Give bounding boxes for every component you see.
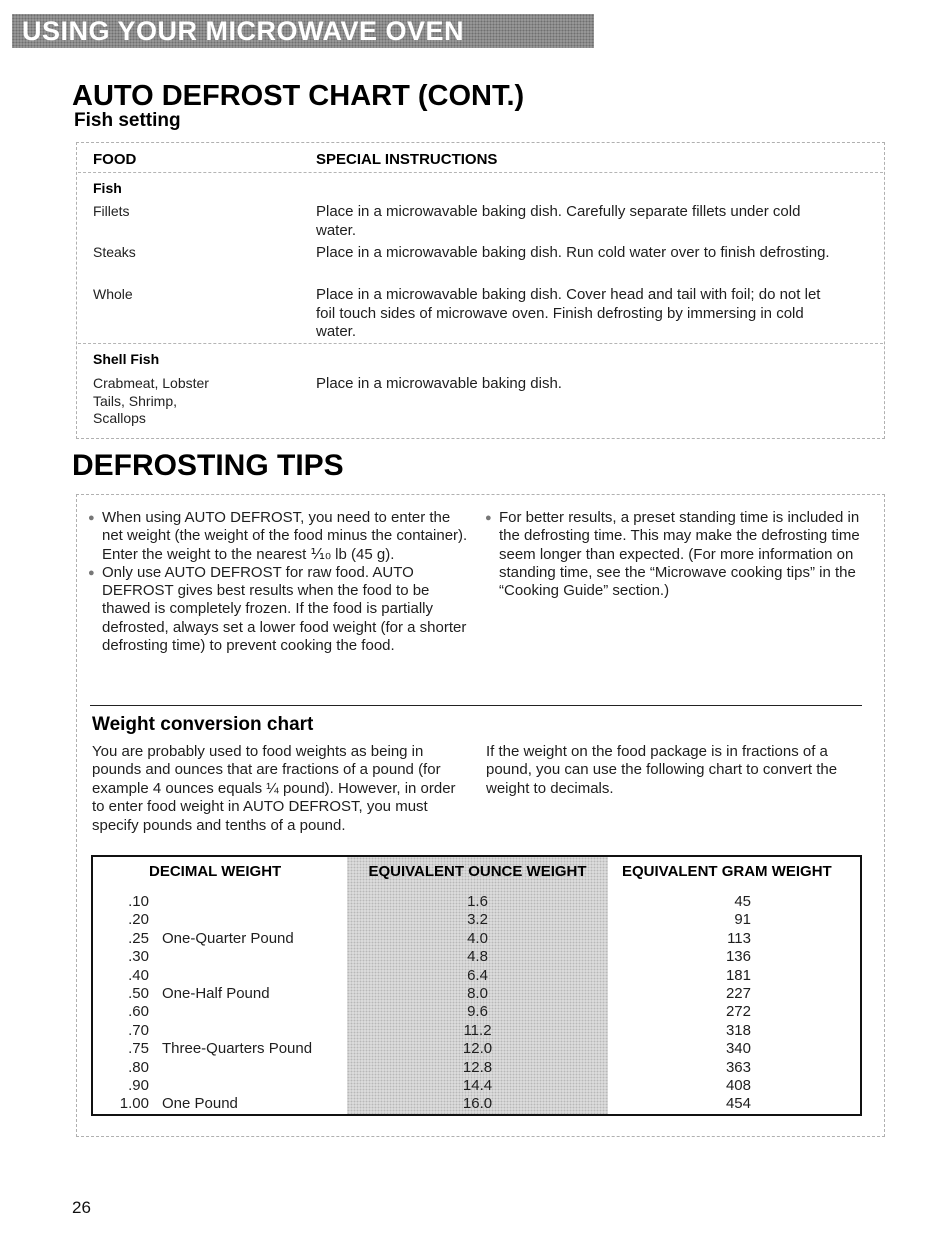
- instructions-fillets: Place in a microwavable baking dish. Carefully separate fillets under cold water.: [316, 203, 801, 239]
- tip-item: ● For better results, a preset standing time is included in the defrosting time. This may make the defrosting time seem longer than expected. (For more information on standing time, see the “Microwave cooking tips” in the “Cooking Guide” section.): [485, 509, 860, 600]
- food-column-header: FOOD: [93, 151, 137, 168]
- weight-conversion-para-left: You are probably used to food weights as being in pounds and ounces that are fractions of a pound (for example 4 ounces equals ¼ pound). However, in order to enter food weight in AUTO DEFROST, you must specify pounds and tenths of a pound.: [92, 743, 456, 834]
- ounce-cell: 4.0: [467, 929, 488, 947]
- fish-setting-subtitle: Fish setting: [74, 110, 181, 131]
- gram-cell: 136: [725, 948, 751, 966]
- ounce-cell: 12.0: [462, 1040, 493, 1058]
- decimal-cell: .90: [128, 1076, 149, 1094]
- food-shellfish: Crabmeat, Lobster Tails, Shrimp, Scallops: [93, 375, 209, 426]
- food-whole: Whole: [93, 286, 133, 302]
- fraction-label: [162, 967, 312, 985]
- ounce-cell: 9.6: [467, 1003, 488, 1021]
- bullet-icon: ●: [88, 512, 95, 524]
- ounce-cell: 14.4: [462, 1076, 493, 1094]
- ounce-cell: 3.2: [467, 911, 488, 929]
- weight-conversion-table: [91, 855, 862, 1116]
- bullet-icon: ●: [88, 566, 95, 579]
- decimal-cell: .60: [128, 1003, 149, 1021]
- decimal-cell: .50: [128, 984, 149, 1002]
- bullet-icon: ●: [485, 512, 492, 524]
- section-banner: [12, 14, 594, 48]
- fraction-label: One Pound: [162, 1095, 238, 1113]
- gram-cell: 227: [725, 984, 751, 1002]
- ounce-cell: 16.0: [462, 1095, 493, 1113]
- decimal-cell: .20: [128, 911, 149, 929]
- decimal-cell: .30: [128, 948, 149, 966]
- ounce-cell: 8.0: [467, 984, 488, 1002]
- decimal-cell: 1.00: [119, 1095, 149, 1113]
- shell-fish-group-label: Shell Fish: [93, 351, 160, 367]
- gram-cell: 408: [725, 1076, 751, 1094]
- decimal-cell: .10: [128, 893, 149, 910]
- decimal-cell: .80: [128, 1058, 149, 1076]
- fraction-label: [162, 911, 312, 929]
- fraction-label: [162, 1077, 312, 1095]
- ounce-cell: 6.4: [467, 966, 488, 984]
- instructions-whole: Place in a microwavable baking dish. Cover head and tail with foil; do not let foil touch sides of microwave oven. Finish defrosting by immersing in cold water.: [316, 286, 821, 340]
- ounce-cell: 1.6: [467, 893, 488, 910]
- food-steaks: Steaks: [93, 244, 136, 260]
- ounce-cell: 4.8: [467, 948, 488, 966]
- header-divider: [78, 172, 883, 173]
- fraction-label: [162, 948, 312, 966]
- weight-conversion-title: Weight conversion chart: [92, 714, 314, 735]
- decimal-cell: .25: [128, 929, 149, 947]
- ounce-cell: 11.2: [463, 1021, 492, 1039]
- food-fillets: Fillets: [93, 203, 130, 219]
- gram-cell: 318: [725, 1021, 751, 1039]
- gram-weight-header: EQUIVALENT GRAM WEIGHT: [622, 863, 832, 880]
- gram-cell: 91: [734, 911, 751, 929]
- group-divider: [78, 343, 883, 344]
- page-number: 26: [72, 1198, 91, 1217]
- fraction-label: [162, 1022, 312, 1040]
- gram-cell: 340: [725, 1040, 751, 1058]
- instructions-column-header: SPECIAL INSTRUCTIONS: [316, 151, 498, 168]
- fraction-label: [162, 1003, 312, 1021]
- tip-item: ● When using AUTO DEFROST, you need to enter the net weight (the weight of the food minus the container). Enter the weight to the nearest ⅒ lb (45 g).: [88, 509, 468, 563]
- fraction-label: [162, 893, 312, 911]
- instructions-shellfish: Place in a microwavable baking dish.: [316, 375, 562, 392]
- gram-cell: 113: [727, 929, 751, 947]
- banner-title: USING YOUR MICROWAVE OVEN: [22, 16, 465, 46]
- gram-cell: 45: [734, 893, 751, 910]
- ounce-cell: 12.8: [462, 1058, 493, 1076]
- ounce-column: [347, 893, 608, 1114]
- decimal-weight-header: DECIMAL WEIGHT: [149, 863, 282, 880]
- gram-cell: 454: [725, 1095, 751, 1113]
- gram-cell: 363: [725, 1058, 751, 1076]
- fraction-label-column: [162, 893, 312, 1114]
- ounce-weight-header: EQUIVALENT OUNCE WEIGHT: [368, 863, 587, 880]
- tip-item: ● Only use AUTO DEFROST for raw food. AUTO DEFROST gives best results when the food to be thawed is completely frozen. If the food is partially defrosted, always set a lower food weight (for a shorter defrosting time) to prevent cooking the food.: [88, 563, 467, 655]
- fraction-label: [162, 1059, 312, 1077]
- weight-conversion-para-right: If the weight on the food package is in fractions of a pound, you can use the following chart to convert the weight to decimals.: [486, 743, 838, 797]
- gram-column: [693, 893, 751, 1114]
- fraction-label: One-Half Pound: [162, 984, 270, 1002]
- auto-defrost-title: AUTO DEFROST CHART (CONT.): [72, 80, 525, 112]
- gram-cell: 272: [725, 1003, 751, 1021]
- decimal-cell: .70: [128, 1021, 149, 1039]
- defrosting-tips-title: DEFROSTING TIPS: [72, 449, 344, 482]
- tips-list-left: [86, 509, 472, 655]
- fraction-label: One-Quarter Pound: [162, 929, 294, 947]
- decimal-cell: .40: [128, 966, 149, 984]
- gram-cell: 181: [725, 966, 751, 984]
- decimal-cell: .75: [128, 1040, 149, 1058]
- tips-list-right: [483, 509, 867, 600]
- fraction-label: Three-Quarters Pound: [162, 1040, 313, 1058]
- decimal-column: [103, 893, 149, 1114]
- fish-group-label: Fish: [93, 180, 122, 196]
- section-rule: [90, 705, 862, 706]
- instructions-steaks: Place in a microwavable baking dish. Run cold water over to finish defrosting.: [316, 244, 830, 261]
